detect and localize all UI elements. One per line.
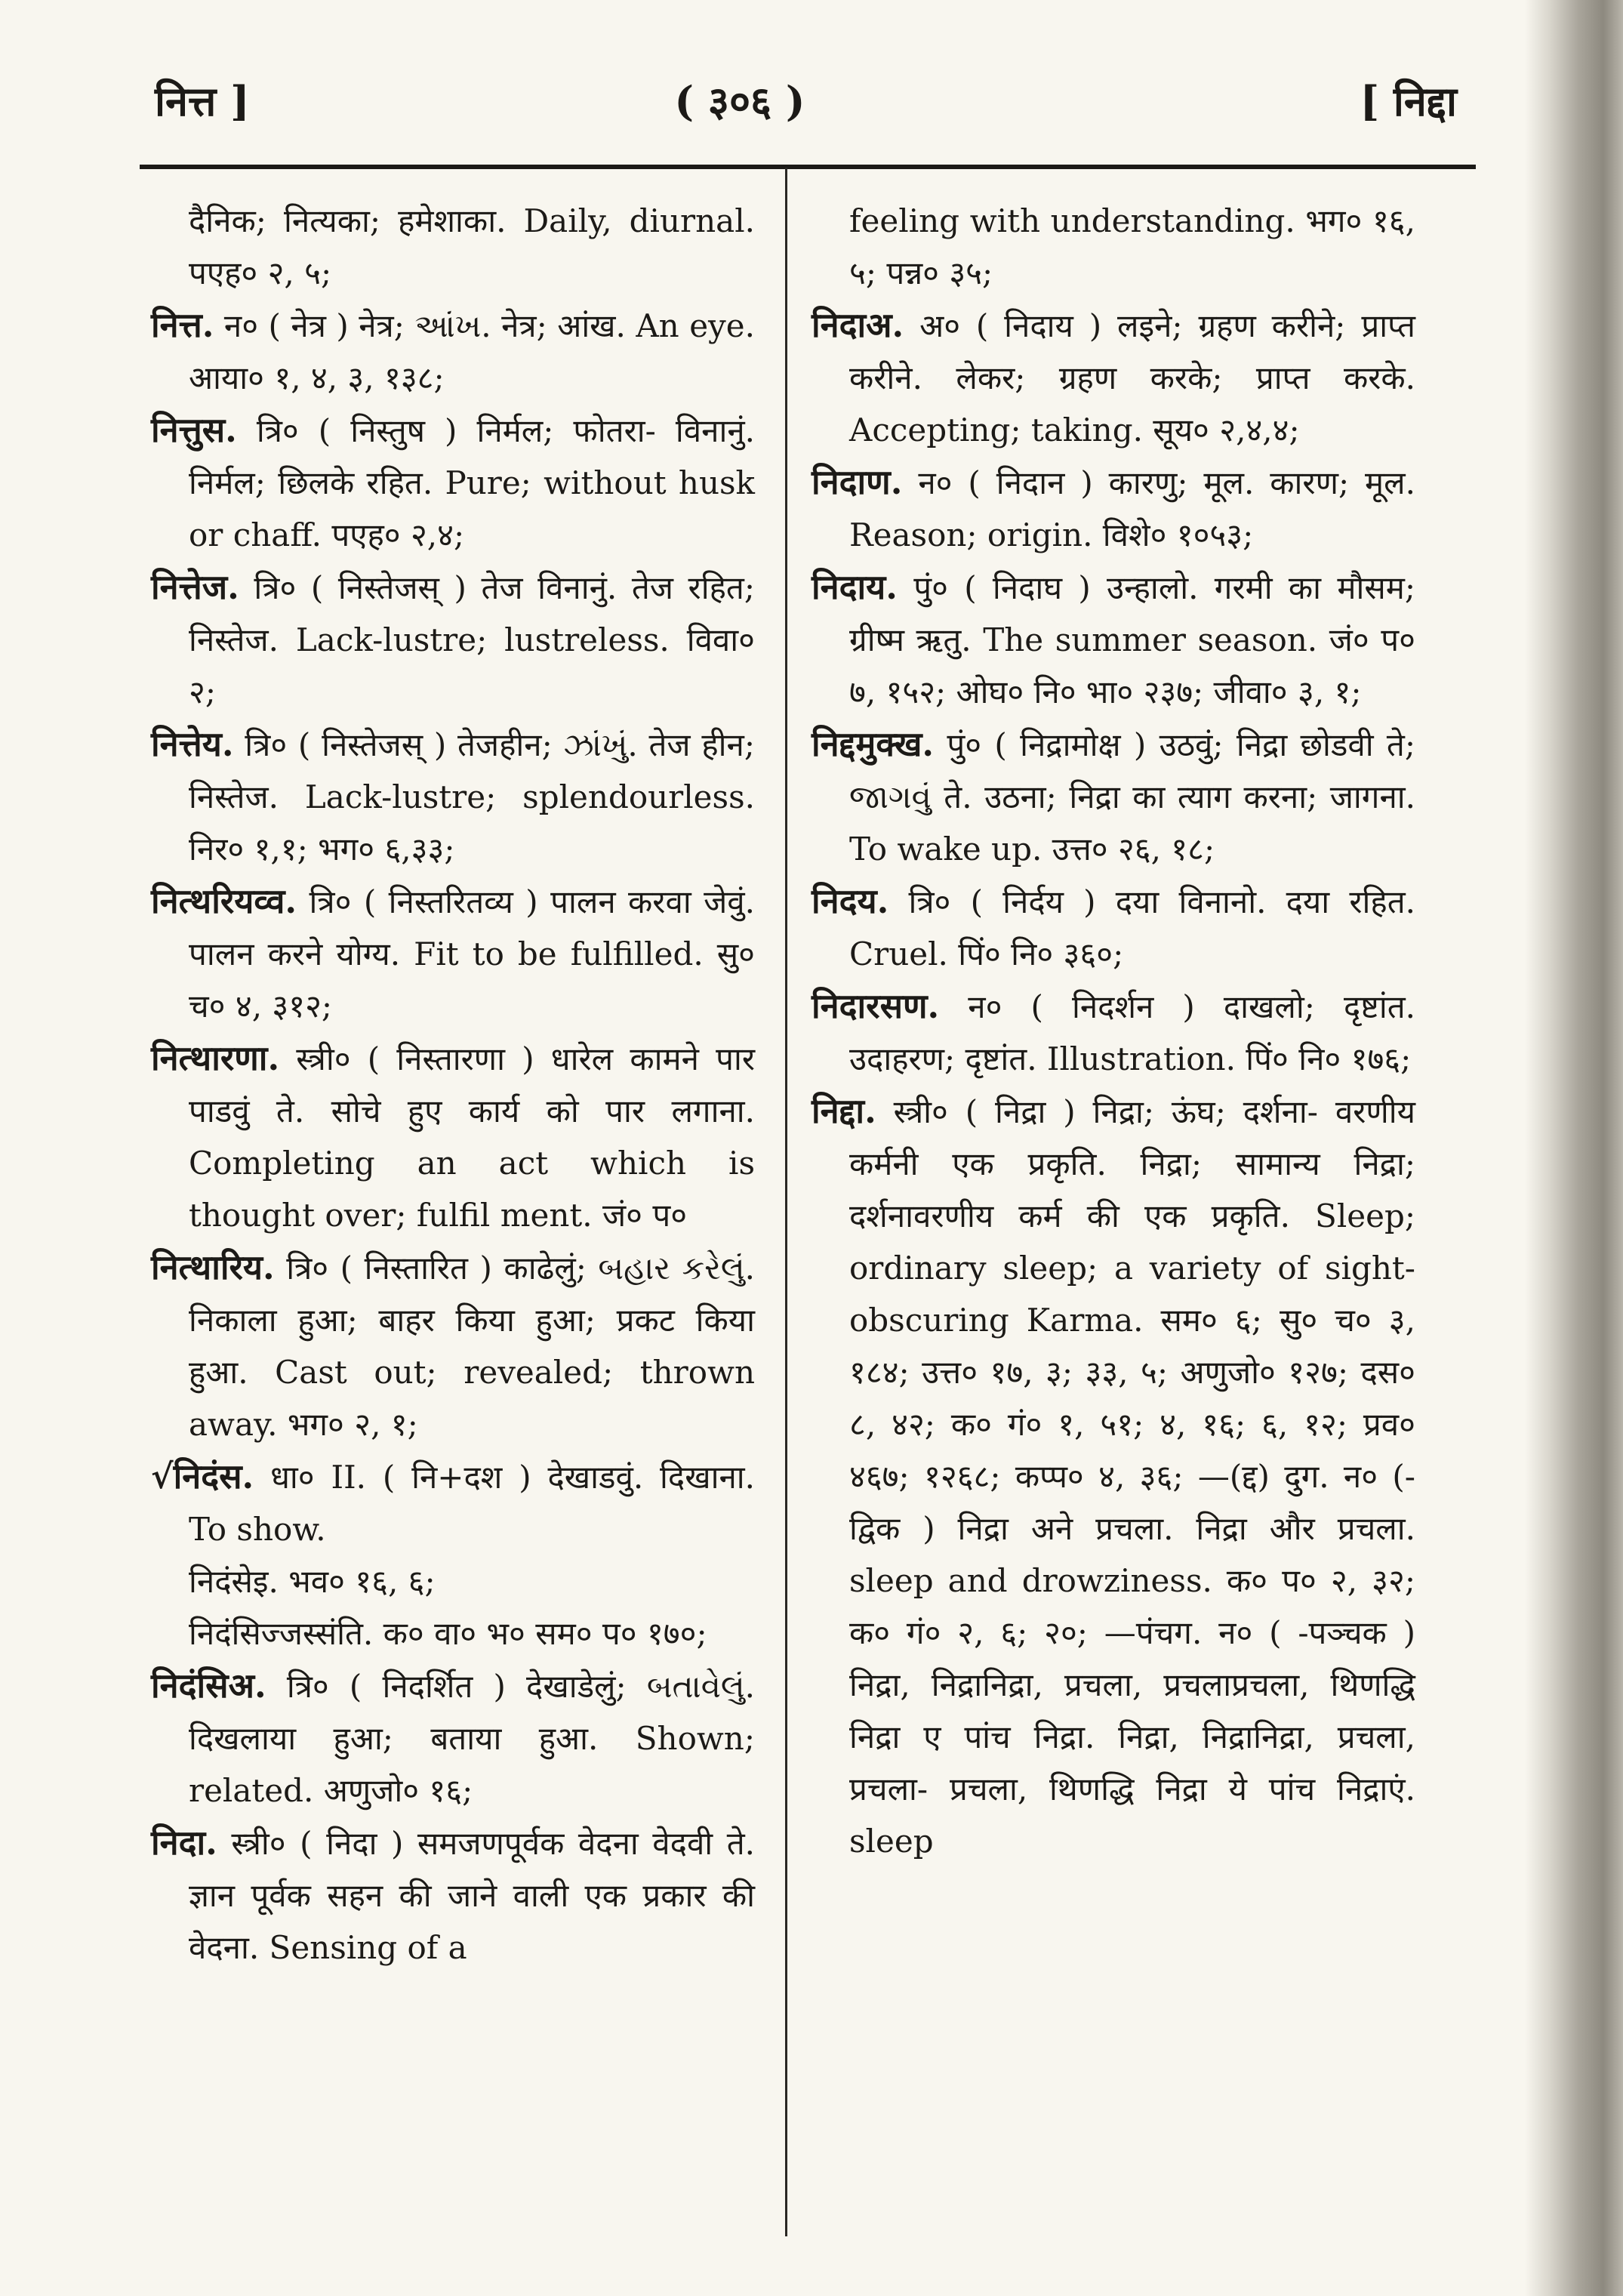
entry-text: धा० II. ( नि+दश ) देखाडवुं. दिखाना. To show. [189,1459,756,1548]
entry-text: न० ( निदान ) कारणु; मूल. कारण; मूल. Reason; origin. विशे० १०५३; [849,464,1415,553]
dictionary-entry [151,1817,755,1974]
dictionary-entry [151,1241,755,1450]
dictionary-entry [151,1660,755,1817]
header-right-guideword: [ निद्दा [1360,77,1457,125]
entry-headword: निदंसिअ. [151,1666,266,1706]
entry-headword: निदय. [812,881,889,921]
dictionary-entry: दैनिक; नित्यका; हमेशाका. Daily, diurnal. पएह० २, ५; [189,202,755,291]
dictionary-entry [812,561,1415,718]
entry-text: अ० ( निदाय ) लइने; ग्रहण करीने; प्राप्त करीने. लेकर; ग्रहण करके; प्राप्त करके. Accepting; taking. सूय० २,४,४; [849,307,1415,448]
entry-headword: नित्तुस. [151,410,237,450]
dictionary-entry [812,875,1415,980]
dictionary-entry [151,1032,755,1241]
dictionary-subentry: निदंसेइ. भव० १६, ६; [189,1563,436,1600]
dictionary-entry [151,299,755,404]
entry-headword: नित्थारणा. [151,1038,280,1078]
entry-headword: निदारसण. [812,986,940,1026]
right-column [812,195,1415,1867]
entry-text: त्रि० ( निस्तेजस् ) तेजहीन; ઝાંખું. तेज हीन; निस्तेज. Lack-lustre; splendourless. निर० १,१; भग० ६,३३; [189,726,755,868]
page-number: ( ३०६ ) [674,77,805,125]
entry-text: त्रि० ( निर्दय ) दया विनानो. दया रहित. Cruel. पिं० नि० ३६०; [849,883,1415,972]
entry-headword: निदाय. [812,567,898,607]
dictionary-entry [151,718,755,875]
book-binding-shadow [1525,0,1623,2296]
entry-text: त्रि० ( निस्तुष ) निर्मल; फोतरा- विनानुं. निर्मल; छिलके रहित. Pure; without husk or chaff. पएह० २,४; [189,412,755,553]
entry-headword: नित्त. [151,305,214,345]
entry-headword: नित्थरियव्व. [151,881,297,921]
entry-text: न० ( नेत्र ) नेत्र; આંખ. नेत्र; आंख. An eye. आया० १, ४, ३, १३८; [189,307,755,396]
dictionary-entry [151,561,755,718]
header-left-guideword: नित्त ] [155,77,250,125]
entry-text: स्त्री० ( निदा ) समजणपूर्वक वेदना वेदवी ते. ज्ञान पूर्वक सहन की जाने वाली एक प्रकार की वेदना. Sensing of a [189,1825,755,1966]
entry-headword: निद्दमुक्ख. [812,724,935,764]
entry-headword: निदा. [151,1823,217,1863]
entry-text: त्रि० ( निस्तेजस् ) तेज विनानुं. तेज रहित; निस्तेज. Lack-lustre; lustreless. विवा० २; [189,569,756,710]
left-column [151,195,755,1974]
entry-headword: नित्तेय. [151,724,234,764]
dictionary-entry [812,456,1415,561]
dictionary-entry [812,980,1415,1085]
entry-text: त्रि० ( निस्तारित ) काढेलुं; બહાર કરેલું. निकाला हुआ; बाहर किया हुआ; प्रकट किया हुआ. Cast out; revealed; thrown away. भग० २, १; [189,1250,755,1443]
dictionary-entry [151,1450,755,1555]
column-divider [785,168,787,2236]
entry-headword: नित्तेज. [151,567,239,607]
dictionary-entry [812,718,1415,875]
entry-headword: √निदंस. [151,1456,254,1496]
entry-text: न० ( निदर्शन ) दाखलो; दृष्टांत. उदाहरण; दृष्टांत. Illustration. पिं० नि० १७६; [849,988,1415,1077]
entry-text: त्रि० ( निस्तरितव्य ) पालन करवा जेवुं. पालन करने योग्य. Fit to be fulfilled. सु० च० ४, ३१२; [189,883,756,1025]
header-rule [140,165,1476,169]
dictionary-subentry: निदंसिज्जस्संति. क० वा० भ० सम० प० १७०; [189,1615,707,1652]
entry-headword: निद्दा. [812,1091,876,1131]
dictionary-entry [151,875,755,1032]
entry-text: स्त्री० ( निस्तारणा ) धारेल कामने पार पाडवुं ते. सोचे हुए कार्य को पार लगाना. Completing an act which is thought over; fulfil ment. जं० प० [189,1040,755,1234]
entry-text: त्रि० ( निदर्शित ) देखाडेलुं; બતાવેલું. दिखलाया हुआ; बताया हुआ. Shown; related. अणुजो० १६; [189,1668,755,1809]
dictionary-entry: feeling with understanding. भग० १६, ५; पन्न० ३५; [849,202,1415,291]
dictionary-entry [812,299,1415,456]
dictionary-entry [812,1085,1415,1867]
entry-text: स्त्री० ( निद्रा ) निद्रा; ऊंघ; दर्शना- वरणीय कर्मनी एक प्रकृति. निद्रा; सामान्य निद्रा; दर्शनावरणीय कर्म की एक प्रकृति. Sleep; ordinary sleep; a variety of sight-obscuring Karma. सम० ६; सु० च० ३, १८४; उत्त० १७, ३; ३३, ५; अणुजो० १२७; दस० ८, ४२; क० गं० १, ५१; ४, १६; ६, १२; प्रव० ४६७; १२६८; कप्प० ४, ३६; —(द्द) दुग. न० (-द्विक ) निद्रा अने प्रचला. निद्रा और प्रचला. sleep and drowziness. क० प० २, ३२; क० गं० २, ६; २०; —पंचग. न० ( -पञ्चक ) निद्रा, निद्रानिद्रा, प्रचला, प्रचलाप्रचला, थिणद्धि निद्रा ए पांच निद्रा. निद्रा, निद्रानिद्रा, प्रचला, प्रचला- प्रचला, थिणद्धि निद्रा ये पांच निद्राएं. sleep [849,1093,1416,1860]
entry-text: पुं० ( निद्रामोक्ष ) उठवुं; निद्रा छोडवी ते; જાગવું ते. उठना; निद्रा का त्याग करना; जागना. To wake up. उत्त० २६, १८; [849,726,1415,868]
entry-headword: निदाअ. [812,305,904,345]
entry-headword: निदाण. [812,462,903,502]
entry-headword: नित्थारिय. [151,1247,275,1287]
dictionary-entry [151,404,755,561]
entry-text: पुं० ( निदाघ ) उन्हालो. गरमी का मौसम; ग्रीष्म ऋतु. The summer season. जं० प० ७, १५२; ओघ० नि० भा० २३७; जीवा० ३, १; [849,569,1415,710]
